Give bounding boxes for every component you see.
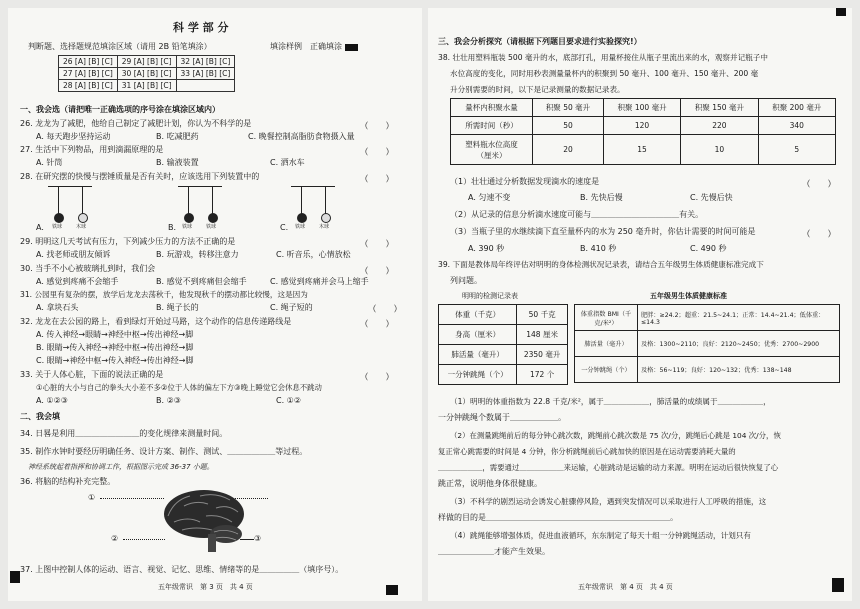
question-35[interactable]: 35. 制作水钟时要经历明确任务、设计方案、制作、测试、＿＿＿＿＿＿等过程。 <box>20 447 308 456</box>
table-cell: 肺活量（毫升） <box>575 331 638 357</box>
table-cell: 340 <box>758 117 835 135</box>
table-cell: 50 千克 <box>517 305 568 325</box>
question-33: 33. 关于人体心脏，下面的说法正确的是 <box>20 370 164 379</box>
option[interactable]: C. 绳子短的 <box>270 303 313 312</box>
option[interactable]: B. 吃减肥药 <box>156 132 199 141</box>
table-cell: 15 <box>603 135 680 165</box>
option[interactable]: B. 410 秒 <box>580 244 617 253</box>
option[interactable]: B. <box>168 223 177 232</box>
instructions: 判断题、选择题规范填涂区域（请用 2B 铅笔填涂） <box>28 42 212 51</box>
option[interactable]: C. 眼睛→神经中枢→传入神经→传出神经→脚 <box>36 356 194 365</box>
standard-table <box>574 304 840 383</box>
answer-bracket[interactable]: （ ） <box>360 122 395 132</box>
option[interactable]: A. <box>36 223 44 232</box>
answer-bracket[interactable]: （ ） <box>360 240 395 250</box>
option[interactable]: C. ①② <box>276 396 302 405</box>
table-header: 积聚 200 毫升 <box>758 99 835 117</box>
table-cell: 172 个 <box>517 365 568 385</box>
sub-question-cont[interactable]: 样做的目的是＿＿＿＿＿＿＿＿＿＿＿＿＿＿＿＿＿＿＿＿＿＿＿。 <box>438 513 678 522</box>
question-38-cont: 升分别需要的时间，以下是记录测量的数据记录表。 <box>450 85 625 94</box>
blank-line[interactable] <box>100 498 164 499</box>
option[interactable]: B. ②③ <box>156 396 181 405</box>
answer-bracket[interactable]: （ ） <box>360 148 395 158</box>
label-circle-2: ② <box>111 534 119 543</box>
table-cell: 5 <box>758 135 835 165</box>
option[interactable]: A. 每天跑步坚持运动 <box>36 132 111 141</box>
sub-question: （2）在测量跳绳前后的每分钟心跳次数，跳绳前心跳次数是 75 次/分，跳绳后心跳是 104 次/分，恢 <box>450 431 781 440</box>
table-cell: 2350 毫升 <box>517 345 568 365</box>
answer-cell[interactable]: 31 [A] [B] [C] <box>117 80 176 92</box>
sub-question-cont[interactable]: ＿＿＿＿＿＿，需要通过＿＿＿＿＿＿来运输，心脏跳动是运输的动力来源。明明在运动后很快恢复了心 <box>438 463 778 472</box>
sub-question[interactable]: （2）从记录的信息分析滴水速度可能与＿＿＿＿＿＿＿＿＿＿＿有关。 <box>450 210 704 219</box>
question-38-cont: 水位高度的变化，同时用秒表测量量杯内的积聚到 50 毫升、100 毫升、150 毫升、200 毫 <box>450 69 759 78</box>
ball-label: 铁球 <box>295 224 306 230</box>
ball-label: 铁球 <box>182 224 193 230</box>
data-table-38 <box>450 98 836 165</box>
answer-bracket[interactable]: （ ） <box>360 175 395 185</box>
sub-question: （3）不科学的剧烈运动会诱发心脏骤停风险，遇到突发情况可以采取进行人工呼吸的措施，这 <box>450 497 767 506</box>
table-cell: 体重指数 BMI（千克/米²） <box>575 305 638 331</box>
answer-bracket[interactable]: （ ） <box>802 180 837 190</box>
filled-sample-mark <box>345 44 358 51</box>
option[interactable]: B. 绳子长的 <box>156 303 199 312</box>
table-cell: 220 <box>681 117 758 135</box>
sub-question-cont: 复正常心跳需要的时间是 4 分钟，你分析跳绳前后心跳加快的原因是在运动需要消耗大量的 <box>438 447 736 456</box>
question-28: 28. 在研究摆的快慢与摆锤质量是否有关时，应该选用下列装置中的 <box>20 172 260 181</box>
question-39-cont: 列问题。 <box>450 276 482 285</box>
alignment-mark <box>10 571 20 583</box>
statement-list: ①心脏的大小与自己的拳头大小差不多②位于人体的偏左下方③晚上睡觉它会休息不跳动 <box>36 383 322 392</box>
answer-cell[interactable]: 28 [A] [B] [C] <box>59 80 118 92</box>
row-label: 塑料瓶水位高度 <box>465 139 518 149</box>
table-cell: 20 <box>533 135 604 165</box>
answer-bracket[interactable]: （ ） <box>360 320 395 330</box>
option[interactable]: C. 听音乐，心情放松 <box>276 250 351 259</box>
blank-line[interactable] <box>123 539 165 540</box>
table-cell: 及格：1300~2110；良好：2120~2450；优秀：2700~2900 <box>638 331 840 357</box>
option[interactable]: C. <box>280 223 289 232</box>
ball-label: 木球 <box>319 224 330 230</box>
answer-bracket[interactable]: （ ） <box>368 305 403 315</box>
answer-bracket[interactable]: （ ） <box>360 373 395 383</box>
question-38: 38. 壮壮用塑料瓶装 500 毫升的水，底部打孔，用量杯接住从瓶子里流出来的水，观察并记瓶子中 <box>438 53 768 62</box>
table-cell <box>451 135 533 165</box>
table-cell: 一分钟跳绳（个） <box>439 365 517 385</box>
option[interactable]: A. 针筒 <box>36 158 63 167</box>
table-header: 积聚 50 毫升 <box>533 99 604 117</box>
label-circle-3: ③ <box>254 534 262 543</box>
table-cell: 及格：56~119；良好：120~132；优秀：138~148 <box>638 357 840 383</box>
option[interactable]: B. 眼睛→传入神经→神经中枢→传出神经→脚 <box>36 343 194 352</box>
table-cell: 肥胖：≥24.2；超重：21.5~24.1；正常：14.4~21.4；低体重：≤14.3 <box>638 305 840 331</box>
question-31: 31. 公园里有复杂的摆，放学后龙龙去荡秋千，他发现秋千的摆动都比较慢，这是因为 <box>20 290 308 299</box>
section-title: 科 学 部 分 <box>173 21 229 34</box>
table-cell: 120 <box>603 117 680 135</box>
option[interactable]: A. 390 秒 <box>468 244 505 253</box>
brain-illustration <box>160 486 254 554</box>
sample-label: 填涂样例 <box>270 42 302 51</box>
answer-cell[interactable]: 30 [A] [B] [C] <box>117 68 176 80</box>
sub-question: （4）跳绳能够增强体质，促进血液循环，东东制定了每天十组一分钟跳绳活动，计划只有 <box>450 531 751 540</box>
section-heading: 一、我会选（请把唯一正确选项的序号涂在填涂区域内） <box>20 105 220 114</box>
table-cell: 148 厘米 <box>517 325 568 345</box>
option[interactable]: A. ①②③ <box>36 396 68 405</box>
question-36: 36. 将脑的结构补充完整。 <box>20 477 116 486</box>
option[interactable]: C. 感觉到疼痛并会马上缩手 <box>270 277 369 286</box>
page-footer: 五年级常识 第 4 页 共 4 页 <box>578 583 673 591</box>
table-cell: 50 <box>533 117 604 135</box>
option[interactable]: B. 输液装置 <box>156 158 199 167</box>
table-cell: 一分钟跳绳（个） <box>575 357 638 383</box>
sub-question-cont[interactable]: 一分钟跳绳个数属于＿＿＿＿＿＿。 <box>438 413 566 422</box>
question-27: 27. 生活中下列物品，用到滴漏原理的是 <box>20 145 164 154</box>
instruction-note: 神经系统起着指挥和协调工作，根据图示完成 36-37 小题。 <box>28 463 214 471</box>
option[interactable]: A. 找老师或朋友倾诉 <box>36 250 111 259</box>
question-37[interactable]: 37. 上图中控制人体的运动、语言、视觉、记忆、思维、情绪等的是＿＿＿＿＿（填序号）。 <box>20 565 344 574</box>
exam-page-left <box>8 8 422 601</box>
answer-cell[interactable]: 29 [A] [B] [C] <box>117 56 176 68</box>
question-39: 39. 下面是教体局年终评估对明明的身体检测状况记录表，请结合五年级男生体质健康标准完成下 <box>438 260 764 269</box>
alignment-mark <box>386 585 398 595</box>
answer-cell[interactable]: 32 [A] [B] [C] <box>176 56 235 68</box>
table-header: 积聚 150 毫升 <box>681 99 758 117</box>
option[interactable]: B. 感觉不到疼痛但会缩手 <box>156 277 247 286</box>
option[interactable]: C. 晚餐控制高脂肪食物摄入量 <box>248 132 355 141</box>
page-footer: 五年级常识 第 3 页 共 4 页 <box>158 583 253 591</box>
option[interactable]: A. 匀速不变 <box>468 193 511 202</box>
section-heading: 二、我会填 <box>20 412 60 421</box>
option[interactable]: C. 490 秒 <box>690 244 727 253</box>
ball-label: 铁球 <box>52 224 63 230</box>
question-30: 30. 当手不小心被玻璃扎到时，我们会 <box>20 264 156 273</box>
answer-cell[interactable]: 26 [A] [B] [C] <box>59 56 118 68</box>
table-header: 积聚 100 毫升 <box>603 99 680 117</box>
answer-cell[interactable]: 27 [A] [B] [C] <box>59 68 118 80</box>
record-table <box>438 304 568 385</box>
answer-bracket[interactable]: （ ） <box>802 230 837 240</box>
table-cell: 所需时间（秒） <box>451 117 533 135</box>
alignment-mark <box>836 8 846 16</box>
question-26: 26. 龙龙为了减肥，他给自己制定了减肥计划，你认为不科学的是 <box>20 119 252 128</box>
option[interactable]: C. 洒水车 <box>270 158 305 167</box>
option[interactable]: A. 感觉到疼痛不会缩手 <box>36 277 119 286</box>
table-cell: 10 <box>681 135 758 165</box>
question-29: 29. 明明这几天考试有压力，下列减少压力的方法不正确的是 <box>20 237 236 246</box>
option[interactable]: A. 拿块石头 <box>36 303 79 312</box>
section-heading: 三、我会分析探究（请根据下列题目要求进行实验探究!） <box>438 37 642 46</box>
option[interactable]: A. 传入神经→眼睛→神经中枢→传出神经→脚 <box>36 330 194 339</box>
option[interactable]: B. 先快后慢 <box>580 193 623 202</box>
table-title: 明明的检测记录表 <box>462 292 518 300</box>
sub-question: （1）壮壮通过分析数据发现滴水的速度是 <box>450 177 600 186</box>
sub-question-cont: 跳正常，说明他身体很健康。 <box>438 479 542 488</box>
sub-question-cont[interactable]: ＿＿＿＿＿＿＿才能产生效果。 <box>438 547 550 556</box>
row-unit: （厘米） <box>476 150 507 160</box>
table-title: 五年级男生体质健康标准 <box>650 292 727 300</box>
ball-label: 铁球 <box>206 224 217 230</box>
question-34[interactable]: 34. 日晷是利用＿＿＿＿＿＿＿＿的变化规律来测量时间。 <box>20 429 228 438</box>
table-cell: 肺活量（毫升） <box>439 345 517 365</box>
correct-label: 正确填涂 <box>310 42 342 51</box>
table-header: 量杯内积聚水量 <box>451 99 533 117</box>
option[interactable]: C. 先慢后快 <box>690 193 733 202</box>
table-cell: 身高（厘米） <box>439 325 517 345</box>
answer-grid <box>58 55 235 92</box>
answer-cell[interactable]: 33 [A] [B] [C] <box>176 68 235 80</box>
answer-bracket[interactable]: （ ） <box>360 267 395 277</box>
alignment-mark <box>832 578 844 592</box>
ball-label: 木球 <box>76 224 87 230</box>
option[interactable]: B. 玩游戏，转移注意力 <box>156 250 239 259</box>
question-32: 32. 龙龙在去公园的路上，看到绿灯开始过马路，这个动作的信息传递路线是 <box>20 317 292 326</box>
sub-question: （3）当瓶子里的水继续滴下直至量杯内的水为 250 毫升时，你估计需要的时间可能是 <box>450 227 756 236</box>
exam-page-right <box>428 8 852 601</box>
label-circle-1: ① <box>88 493 96 502</box>
table-cell: 体重（千克） <box>439 305 517 325</box>
answer-cell <box>176 80 235 92</box>
sub-question[interactable]: （1）明明的体重指数为 22.8 千克/米²，属于＿＿＿＿＿＿，肺活量的成绩属于＿＿＿＿＿＿， <box>450 397 771 406</box>
